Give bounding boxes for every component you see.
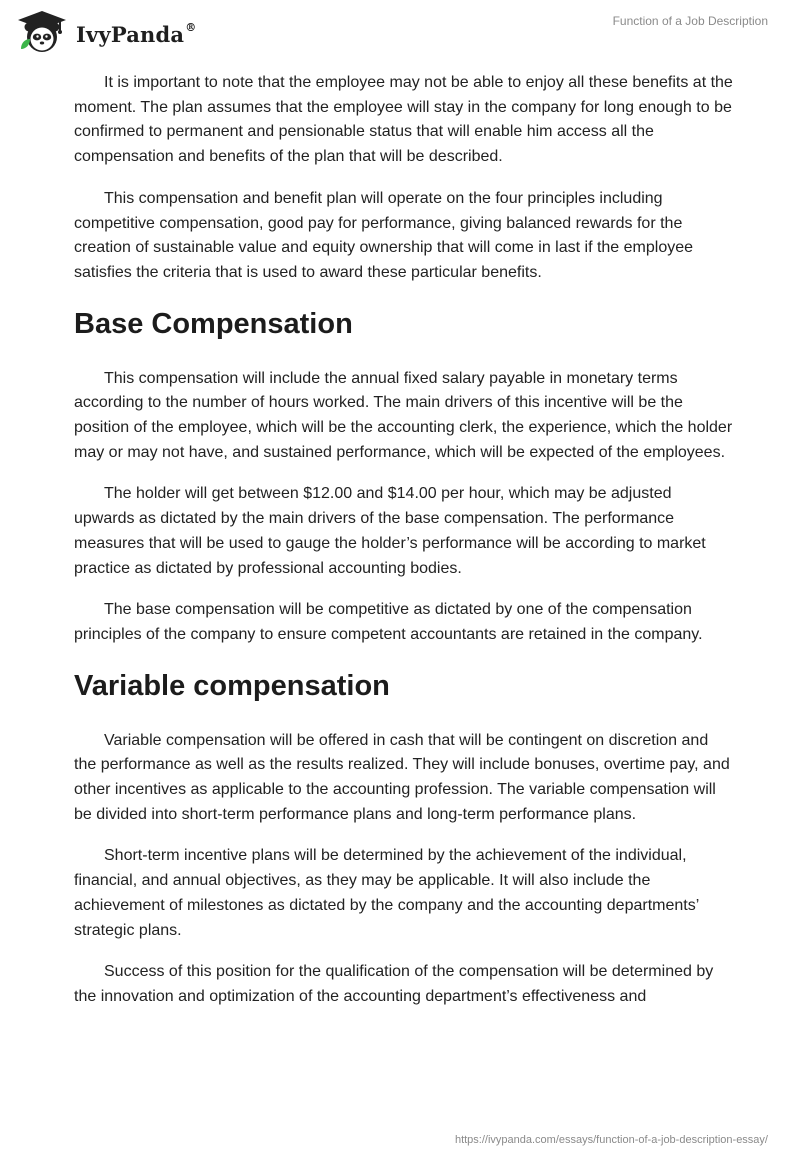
paragraph: Success of this position for the qualification of the compensation will be determined by the innovation and optimization of the accounting department’s effectiveness and bbox=[74, 963, 714, 1005]
paragraph: Short-term incentive plans will be determined by the achievement of the individual, financial, and annual objectives, as they may be applicable. It will also include the achievement of milestones as dictated by the company and the accounting departments’ strategic plans. bbox=[74, 847, 699, 939]
section-heading-variable-compensation: Variable compensation bbox=[74, 669, 390, 702]
paragraph: The holder will get between $12.00 and $14.00 per hour, which may be adjusted upwards as dictated by the main drivers of the base compensation. The performance measures that will be used to gauge the holder’s performance will be according to market practice as dictated by professional accounting bodies. bbox=[74, 485, 706, 577]
page-header bbox=[0, 0, 800, 60]
paragraph: Variable compensation will be offered in cash that will be contingent on discretion and the performance as well as the results realized. They will include bonuses, overtime pay, and other incentives as applicable to the accounting profession. The variable compensation will be divided into short-term performance plans and long-term performance plans. bbox=[74, 731, 730, 823]
registered-mark: ® bbox=[185, 20, 197, 34]
panda-logo-icon bbox=[14, 9, 70, 55]
essay-content bbox=[74, 71, 734, 1027]
source-url[interactable]: https://ivypanda.com/essays/function-of-a-job-description-essay/ bbox=[454, 1134, 768, 1146]
paragraph: It is important to note that the employee may not be able to enjoy all these benefits at the moment. The plan assumes that the employee will stay in the company for long enough to be confirmed to permanent and pensionable status that will enable him access all the compensation and benefits of the plan that will be described. bbox=[74, 74, 733, 166]
document-title: Function of a Job Description bbox=[612, 14, 768, 28]
section-heading-base-compensation: Base Compensation bbox=[74, 307, 353, 340]
paragraph: This compensation will include the annual fixed salary payable in monetary terms according to the number of hours worked. The main drivers of this incentive will be the position of the employee, which will be the accounting clerk, the experience, which the holder may or may not have, and sustained performance, which will be expected of the employees. bbox=[74, 369, 733, 461]
ivypanda-logo[interactable] bbox=[14, 9, 196, 55]
paragraph: The base compensation will be competitive as dictated by one of the compensation principles of the company to ensure competent accountants are retained in the company. bbox=[74, 601, 703, 643]
logo-wordmark: IvyPanda® bbox=[76, 20, 197, 47]
paragraph: This compensation and benefit plan will operate on the four principles including competitive compensation, good pay for performance, giving balanced rewards for the creation of sustainable value and equity ownership that will come in last if the employee satisfies the criteria that is used to award these particular benefits. bbox=[74, 189, 694, 281]
